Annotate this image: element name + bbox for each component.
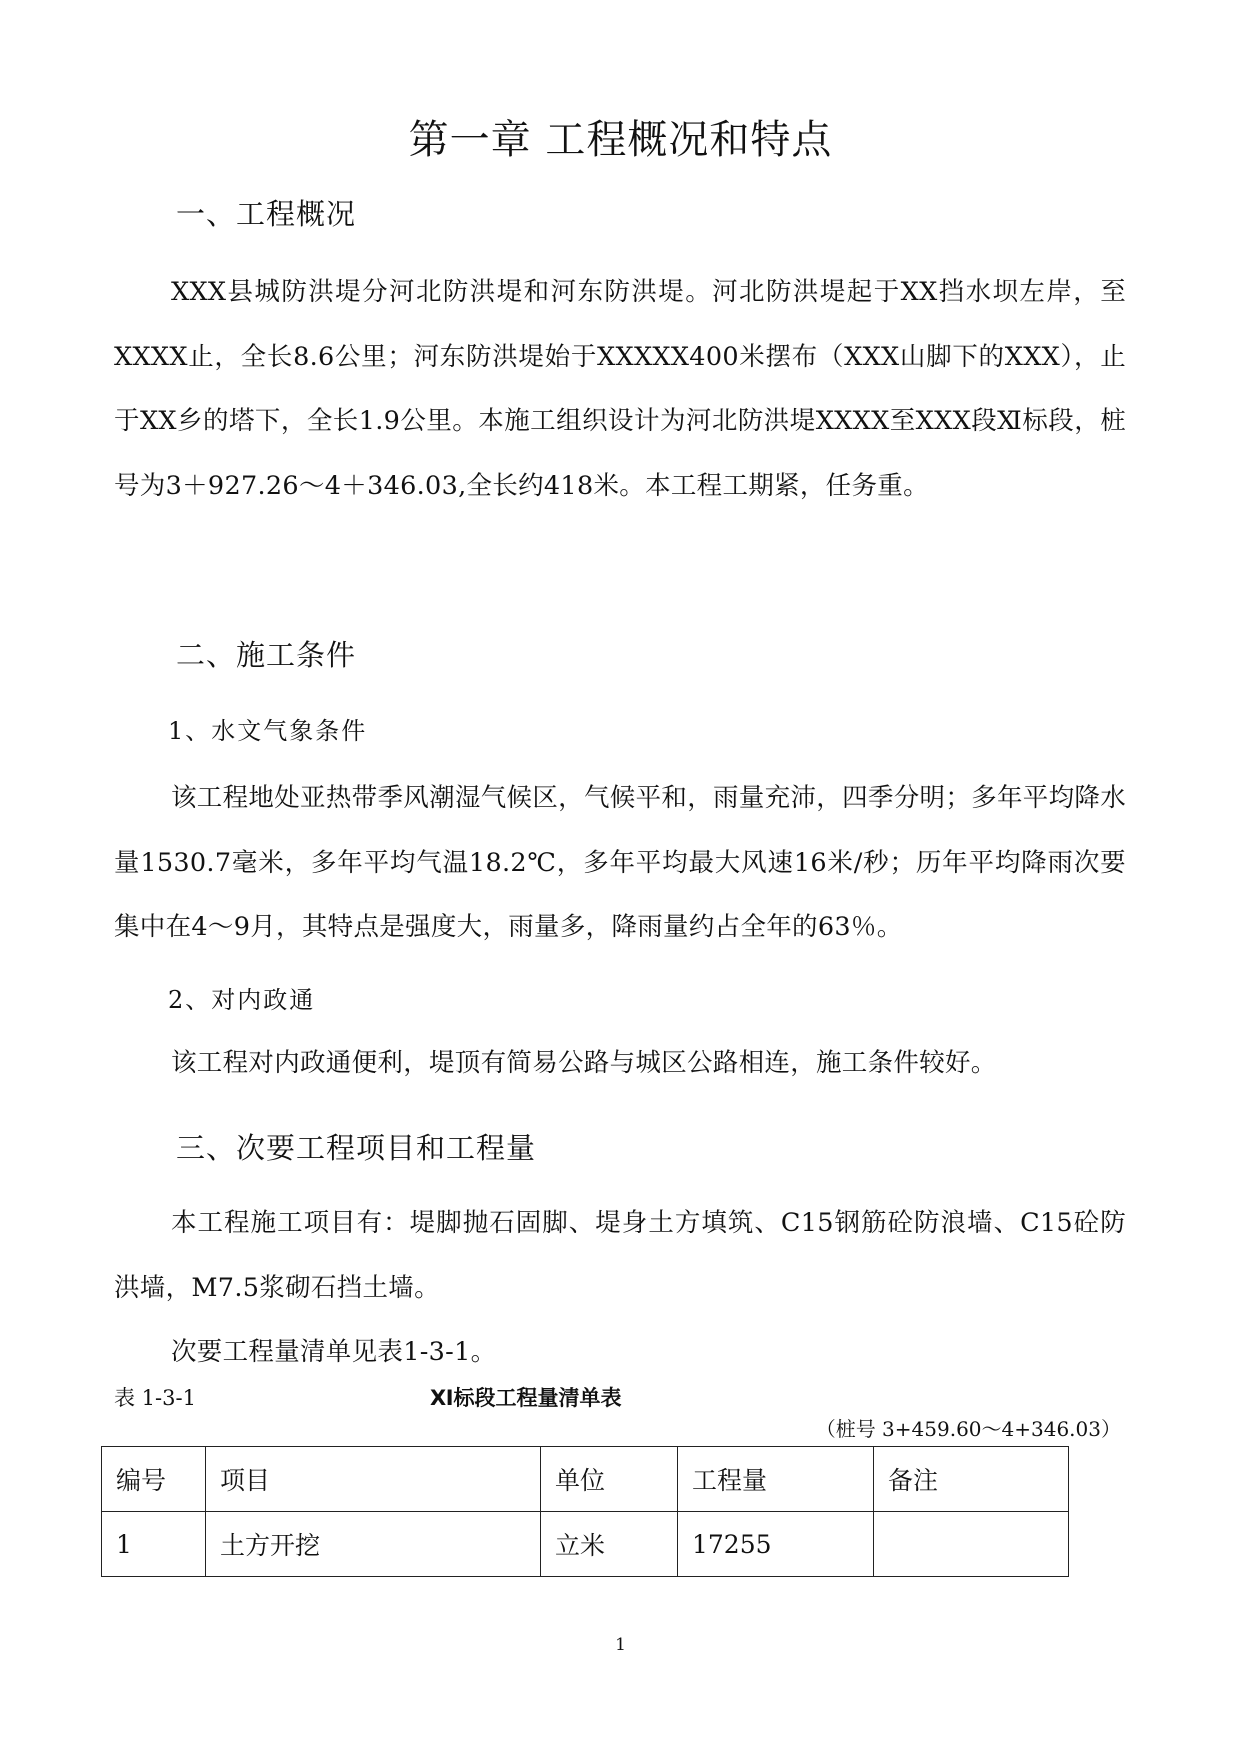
cell-remarks — [874, 1512, 1069, 1577]
traffic-heading: 2、对内政通 — [168, 986, 316, 1014]
table-row — [102, 1512, 1069, 1577]
hydro-paragraph: 该工程地处亚热带季风潮湿气候区，气候平和，雨量充沛，四季分明；多年平均降水量1530.7毫米，多年平均气温18.2℃，多年平均最大风速16米/秒；历年平均降雨次要集中在4～9月，其特点是强度大，雨量多，降雨量约占全年的63％。 — [114, 783, 1126, 942]
cell-unit: 立米 — [541, 1512, 678, 1577]
cell-number: 1 — [102, 1512, 206, 1577]
table-title: Ⅺ标段工程量清单表 — [430, 1386, 622, 1410]
table-number: 表 1-3-1 — [114, 1386, 196, 1410]
traffic-paragraph: 该工程对内政通便利，堤顶有简易公路与城区公路相连，施工条件较好。 — [171, 1048, 997, 1078]
cell-quantity: 17255 — [678, 1512, 874, 1577]
table-range-note: （桩号 3+459.60～4+346.03） — [815, 1417, 1121, 1441]
cell-item: 土方开挖 — [206, 1512, 541, 1577]
page-number: 1 — [615, 1635, 626, 1655]
section-heading-conditions: 二、施工条件 — [176, 638, 357, 672]
projects-paragraph: 本工程施工项目有：堤脚抛石固脚、堤身土方填筑、C15钢筋砼防浪墙、C15砼防洪墙，M7.5浆砌石挡土墙。 — [114, 1208, 1126, 1303]
section-heading-projects: 三、次要工程项目和工程量 — [176, 1131, 537, 1165]
table-header-row — [102, 1447, 1069, 1512]
chapter-title: 第一章 工程概况和特点 — [408, 117, 833, 163]
table-caption — [114, 1382, 1126, 1412]
overview-paragraph: XXX县城防洪堤分河北防洪堤和河东防洪堤。河北防洪堤起于XX挡水坝左岸，至XXXX止，全长8.6公里；河东防洪堤始于XXXXX400米摆布（XXX山脚下的XXX），止于XX乡的塔下，全长1.9公里。本施工组织设计为河北防洪堤XXXX至XXX段Ⅺ标段，桩号为3＋927.26～4＋346.03,全长约418米。本工程工期紧，任务重。 — [114, 277, 1126, 501]
header-cell-item: 项目 — [206, 1447, 541, 1512]
hydro-heading: 1、水文气象条件 — [168, 717, 368, 745]
header-cell-unit: 单位 — [541, 1447, 678, 1512]
section-heading-overview: 一、工程概况 — [176, 197, 357, 231]
header-cell-remarks: 备注 — [874, 1447, 1069, 1512]
header-cell-quantity: 工程量 — [678, 1447, 874, 1512]
quantity-list-note: 次要工程量清单见表1-3-1。 — [171, 1337, 497, 1367]
header-cell-number: 编号 — [102, 1447, 206, 1512]
quantity-table — [101, 1446, 1069, 1577]
